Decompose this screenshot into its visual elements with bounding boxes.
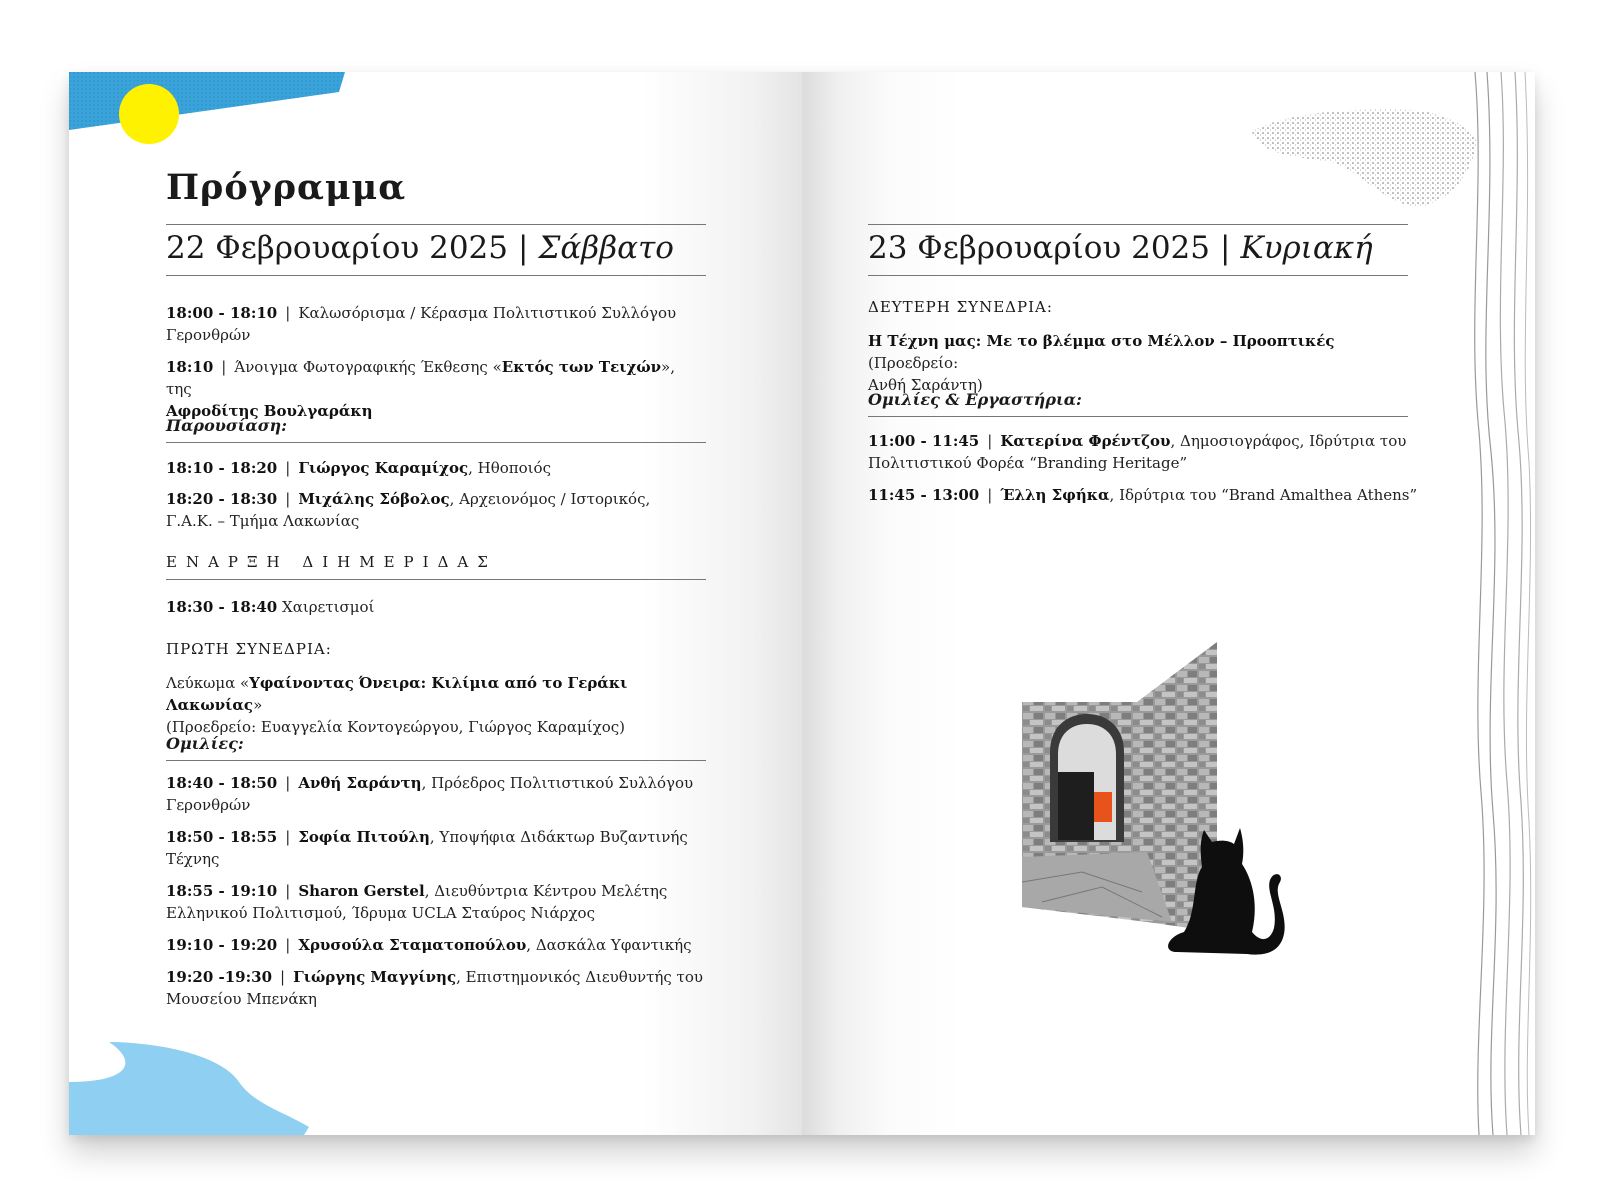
schedule-item: 18:20 - 18:30 | Μιχάλης Σόβολος, Αρχειονόμος / Ιστορικός, Γ.Α.Κ. – Τμήμα Λακωνίας xyxy=(166,490,651,530)
sun-icon xyxy=(119,84,179,144)
talk-item: 11:45 - 13:00 | Έλλη Σφήκα, Ιδρύτρια του “Brand Amalthea Athens” xyxy=(868,486,1418,504)
orange-door-icon xyxy=(1094,792,1112,822)
schedule-item: 18:10 | Άνοιγμα Φωτογραφικής Έκθεσης «Εκτός των Τειχών», της Αφροδίτης Βουλγαράκη xyxy=(166,358,675,420)
booklet-spread xyxy=(69,72,1535,1135)
session2-heading: ΔΕΥΤΕΡΗ ΣΥΝΕΔΡΙΑ: xyxy=(868,298,1053,316)
stipple-texture-decoration xyxy=(1242,102,1482,212)
talk-item: 11:00 - 11:45 | Κατερίνα Φρέντζου, Δημοσιογράφος, Ιδρύτρια του Πολιτιστικού Φορέα “Branding Heritage” xyxy=(868,432,1407,472)
blue-band-decoration xyxy=(69,72,349,152)
date-heading-saturday: 22 Φεβρουαρίου 2025 | Σάββατο xyxy=(166,230,674,266)
right-page xyxy=(802,72,1535,1135)
door-icon xyxy=(1058,772,1094,840)
schedule-item: 18:00 - 18:10 | Καλωσόρισμα / Κέρασμα Πολιτιστικού Συλλόγου Γερονθρών xyxy=(166,304,677,344)
talk-item: 18:50 - 18:55 | Σοφία Πιτούλη, Υποψήφια Διδάκτωρ Βυζαντινής Τέχνης xyxy=(166,828,688,868)
day-text: Σάββατο xyxy=(538,230,674,266)
wave-decoration xyxy=(69,1042,329,1135)
talk-item: 19:10 - 19:20 | Χρυσούλα Σταματοπούλου, Δασκάλα Υφαντικής xyxy=(166,936,692,954)
schedule-item: 18:30 - 18:40 Χαιρετισμοί xyxy=(166,598,375,616)
date-text: 23 Φεβρουαρίου 2025 xyxy=(868,230,1210,266)
talk-item: 18:55 - 19:10 | Sharon Gerstel, Διευθύντρια Κέντρου Μελέτης Ελληνικού Πολιτισμού, Ίδρυμα UCLA Σταύρος Νιάρχος xyxy=(166,882,668,922)
session2-description: Η Τέχνη μας: Με το βλέμμα στο Μέλλον – Προοπτικές (Προεδρείο: Ανθή Σαράντη) xyxy=(868,332,1335,394)
talk-item: 18:40 - 18:50 | Ανθή Σαράντη, Πρόεδρος Πολιτιστικού Συλλόγου Γερονθρών xyxy=(166,774,694,814)
session1-description: Λεύκωμα «Υφαίνοντας Όνειρα: Κιλίμια από το Γεράκι Λακωνίας» (Προεδρείο: Ευαγγελία Κοντογεώργου, Γιώργος Καραμίχος) xyxy=(166,674,628,736)
talk-item: 19:20 -19:30 | Γιώργης Μαγγίνης, Επιστημονικός Διευθυντής του Μουσείου Μπενάκη xyxy=(166,968,703,1008)
date-heading-sunday: 23 Φεβρουαρίου 2025 | Κυριακή xyxy=(868,230,1373,266)
opening-heading: ΕΝΑΡΞΗ ΔΙΗΜΕΡΙΔΑΣ xyxy=(166,553,497,571)
gateway-cat-illustration xyxy=(1022,642,1292,962)
talks-heading: Ομιλίες: xyxy=(166,734,244,753)
presentation-heading: Παρουσίαση: xyxy=(166,416,288,435)
day-text: Κυριακή xyxy=(1240,230,1373,266)
date-text: 22 Φεβρουαρίου 2025 xyxy=(166,230,508,266)
page-title: Πρόγραμμα xyxy=(166,167,407,208)
talks-workshops-heading: Ομιλίες & Εργαστήρια: xyxy=(868,390,1082,409)
left-page xyxy=(69,72,802,1135)
schedule-item: 18:10 - 18:20 | Γιώργος Καραμίχος, Ηθοποιός xyxy=(166,459,551,477)
session1-heading: ΠΡΩΤΗ ΣΥΝΕΔΡΙΑ: xyxy=(166,640,332,658)
wavy-lines-decoration xyxy=(1467,72,1535,1135)
